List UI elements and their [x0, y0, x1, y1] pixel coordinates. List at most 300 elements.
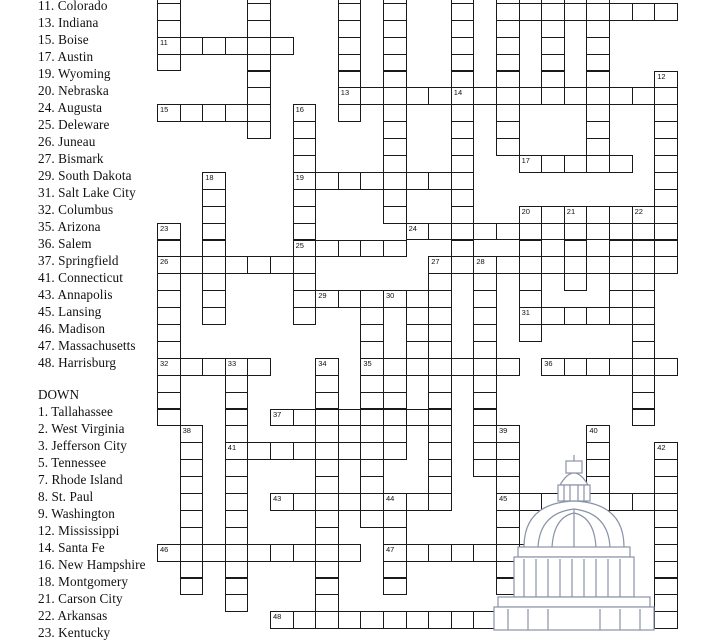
crossword-cell[interactable]	[383, 240, 407, 258]
crossword-cell[interactable]	[564, 223, 588, 241]
crossword-cell[interactable]	[360, 409, 384, 427]
crossword-cell[interactable]	[541, 358, 565, 376]
crossword-cell[interactable]	[473, 307, 497, 325]
crossword-cell[interactable]	[338, 87, 362, 105]
crossword-cell[interactable]	[428, 409, 452, 427]
crossword-cell[interactable]	[383, 172, 407, 190]
crossword-cell[interactable]	[586, 20, 610, 38]
crossword-cell[interactable]	[406, 409, 430, 427]
crossword-cell[interactable]	[473, 324, 497, 342]
crossword-cell[interactable]	[541, 20, 565, 38]
crossword-cell[interactable]	[383, 358, 407, 376]
crossword-cell[interactable]	[632, 409, 656, 427]
crossword-cell[interactable]	[293, 544, 317, 562]
crossword-cell[interactable]	[383, 442, 407, 460]
crossword-cell[interactable]	[496, 442, 520, 460]
crossword-cell[interactable]	[225, 544, 249, 562]
crossword-cell[interactable]	[654, 155, 678, 173]
crossword-cell[interactable]	[654, 493, 678, 511]
crossword-cell[interactable]	[609, 206, 633, 224]
crossword-cell[interactable]	[180, 493, 204, 511]
crossword-cell[interactable]	[383, 290, 407, 308]
crossword-cell[interactable]	[157, 544, 181, 562]
crossword-cell[interactable]	[157, 290, 181, 308]
crossword-cell[interactable]	[632, 206, 656, 224]
crossword-cell[interactable]	[654, 358, 678, 376]
crossword-cell[interactable]	[654, 240, 678, 258]
crossword-cell[interactable]	[586, 138, 610, 156]
crossword-cell[interactable]	[654, 561, 678, 579]
crossword-cell[interactable]	[496, 20, 520, 38]
crossword-cell[interactable]	[157, 37, 181, 55]
crossword-cell[interactable]	[315, 578, 339, 596]
crossword-cell[interactable]	[586, 3, 610, 21]
crossword-cell[interactable]	[451, 544, 475, 562]
crossword-cell[interactable]	[428, 223, 452, 241]
crossword-cell[interactable]	[451, 358, 475, 376]
crossword-cell[interactable]	[247, 37, 271, 55]
crossword-cell[interactable]	[383, 189, 407, 207]
crossword-cell[interactable]	[654, 256, 678, 274]
crossword-cell[interactable]	[496, 71, 520, 89]
crossword-cell[interactable]	[202, 172, 226, 190]
crossword-cell[interactable]	[157, 392, 181, 410]
crossword-cell[interactable]	[315, 510, 339, 528]
crossword-cell[interactable]	[586, 527, 610, 545]
crossword-cell[interactable]	[451, 104, 475, 122]
crossword-cell[interactable]	[586, 544, 610, 562]
crossword-cell[interactable]	[338, 172, 362, 190]
crossword-cell[interactable]	[541, 611, 565, 629]
crossword-cell[interactable]	[406, 611, 430, 629]
crossword-cell[interactable]	[654, 544, 678, 562]
crossword-cell[interactable]	[225, 256, 249, 274]
crossword-cell[interactable]	[270, 544, 294, 562]
crossword-cell[interactable]	[519, 611, 543, 629]
crossword-cell[interactable]	[564, 307, 588, 325]
crossword-cell[interactable]	[360, 290, 384, 308]
crossword-cell[interactable]	[586, 510, 610, 528]
crossword-cell[interactable]	[541, 206, 565, 224]
crossword-cell[interactable]	[406, 544, 430, 562]
crossword-cell[interactable]	[157, 54, 181, 72]
crossword-cell[interactable]	[157, 20, 181, 38]
crossword-cell[interactable]	[225, 476, 249, 494]
crossword-cell[interactable]	[496, 425, 520, 443]
crossword-cell[interactable]	[654, 172, 678, 190]
crossword-cell[interactable]	[564, 273, 588, 291]
crossword-cell[interactable]	[654, 3, 678, 21]
crossword-cell[interactable]	[609, 256, 633, 274]
crossword-cell[interactable]	[473, 87, 497, 105]
crossword-cell[interactable]	[451, 54, 475, 72]
crossword-cell[interactable]	[293, 155, 317, 173]
crossword-cell[interactable]	[654, 442, 678, 460]
crossword-cell[interactable]	[293, 493, 317, 511]
crossword-cell[interactable]	[293, 273, 317, 291]
crossword-cell[interactable]	[519, 155, 543, 173]
crossword-cell[interactable]	[496, 121, 520, 139]
crossword-cell[interactable]	[632, 290, 656, 308]
crossword-cell[interactable]	[586, 493, 610, 511]
crossword-cell[interactable]	[225, 358, 249, 376]
crossword-cell[interactable]	[428, 476, 452, 494]
crossword-cell[interactable]	[586, 87, 610, 105]
crossword-cell[interactable]	[428, 425, 452, 443]
crossword-cell[interactable]	[157, 240, 181, 258]
crossword-cell[interactable]	[609, 87, 633, 105]
crossword-cell[interactable]	[406, 87, 430, 105]
crossword-cell[interactable]	[541, 71, 565, 89]
crossword-cell[interactable]	[225, 409, 249, 427]
crossword-cell[interactable]	[225, 510, 249, 528]
crossword-cell[interactable]	[180, 561, 204, 579]
crossword-cell[interactable]	[225, 527, 249, 545]
crossword-cell[interactable]	[270, 442, 294, 460]
crossword-cell[interactable]	[225, 392, 249, 410]
crossword-cell[interactable]	[315, 240, 339, 258]
crossword-cell[interactable]	[180, 476, 204, 494]
crossword-cell[interactable]	[428, 544, 452, 562]
crossword-cell[interactable]	[609, 155, 633, 173]
crossword-cell[interactable]	[541, 54, 565, 72]
crossword-cell[interactable]	[428, 324, 452, 342]
crossword-cell[interactable]	[586, 223, 610, 241]
crossword-cell[interactable]	[519, 240, 543, 258]
crossword-cell[interactable]	[360, 324, 384, 342]
crossword-cell[interactable]	[451, 223, 475, 241]
crossword-cell[interactable]	[428, 87, 452, 105]
crossword-cell[interactable]	[451, 138, 475, 156]
crossword-cell[interactable]	[360, 341, 384, 359]
crossword-cell[interactable]	[519, 3, 543, 21]
crossword-cell[interactable]	[180, 459, 204, 477]
crossword-cell[interactable]	[157, 104, 181, 122]
crossword-cell[interactable]	[496, 3, 520, 21]
crossword-cell[interactable]	[383, 561, 407, 579]
crossword-cell[interactable]	[383, 87, 407, 105]
crossword-cell[interactable]	[157, 307, 181, 325]
crossword-cell[interactable]	[383, 20, 407, 38]
crossword-cell[interactable]	[473, 442, 497, 460]
crossword-cell[interactable]	[180, 256, 204, 274]
crossword-cell[interactable]	[406, 493, 430, 511]
crossword-cell[interactable]	[406, 358, 430, 376]
crossword-cell[interactable]	[157, 358, 181, 376]
crossword-cell[interactable]	[473, 392, 497, 410]
crossword-cell[interactable]	[315, 459, 339, 477]
crossword-cell[interactable]	[496, 510, 520, 528]
crossword-cell[interactable]	[180, 442, 204, 460]
crossword-cell[interactable]	[225, 104, 249, 122]
crossword-cell[interactable]	[247, 358, 271, 376]
crossword-cell[interactable]	[293, 290, 317, 308]
crossword-cell[interactable]	[383, 37, 407, 55]
crossword-cell[interactable]	[157, 256, 181, 274]
crossword-cell[interactable]	[609, 307, 633, 325]
crossword-cell[interactable]	[225, 493, 249, 511]
crossword-cell[interactable]	[428, 392, 452, 410]
crossword-cell[interactable]	[247, 3, 271, 21]
crossword-cell[interactable]	[654, 206, 678, 224]
crossword-cell[interactable]	[632, 256, 656, 274]
crossword-cell[interactable]	[496, 104, 520, 122]
crossword-cell[interactable]	[315, 409, 339, 427]
crossword-cell[interactable]	[383, 375, 407, 393]
crossword-cell[interactable]	[564, 358, 588, 376]
crossword-cell[interactable]	[496, 459, 520, 477]
crossword-cell[interactable]	[428, 290, 452, 308]
crossword-cell[interactable]	[315, 425, 339, 443]
crossword-cell[interactable]	[383, 409, 407, 427]
crossword-cell[interactable]	[473, 223, 497, 241]
crossword-cell[interactable]	[586, 104, 610, 122]
crossword-cell[interactable]	[609, 3, 633, 21]
crossword-cell[interactable]	[428, 493, 452, 511]
crossword-cell[interactable]	[157, 375, 181, 393]
crossword-cell[interactable]	[383, 544, 407, 562]
crossword-cell[interactable]	[451, 3, 475, 21]
crossword-cell[interactable]	[519, 206, 543, 224]
crossword-cell[interactable]	[202, 37, 226, 55]
crossword-cell[interactable]	[473, 459, 497, 477]
crossword-cell[interactable]	[360, 392, 384, 410]
crossword-cell[interactable]	[293, 409, 317, 427]
crossword-cell[interactable]	[519, 307, 543, 325]
crossword-cell[interactable]	[202, 358, 226, 376]
crossword-cell[interactable]	[564, 3, 588, 21]
crossword-cell[interactable]	[586, 561, 610, 579]
crossword-cell[interactable]	[496, 561, 520, 579]
crossword-cell[interactable]	[564, 155, 588, 173]
crossword-cell[interactable]	[225, 578, 249, 596]
crossword-cell[interactable]	[247, 104, 271, 122]
crossword-cell[interactable]	[654, 223, 678, 241]
crossword-cell[interactable]	[451, 20, 475, 38]
crossword-cell[interactable]	[473, 273, 497, 291]
crossword-cell[interactable]	[519, 256, 543, 274]
crossword-cell[interactable]	[360, 442, 384, 460]
crossword-cell[interactable]	[428, 172, 452, 190]
crossword-cell[interactable]	[541, 544, 565, 562]
crossword-cell[interactable]	[338, 290, 362, 308]
crossword-cell[interactable]	[451, 155, 475, 173]
crossword-cell[interactable]	[519, 544, 543, 562]
crossword-cell[interactable]	[654, 459, 678, 477]
crossword-cell[interactable]	[496, 578, 520, 596]
crossword-cell[interactable]	[338, 37, 362, 55]
crossword-cell[interactable]	[473, 341, 497, 359]
crossword-cell[interactable]	[315, 358, 339, 376]
crossword-cell[interactable]	[428, 256, 452, 274]
crossword-cell[interactable]	[654, 594, 678, 612]
crossword-cell[interactable]	[293, 206, 317, 224]
crossword-cell[interactable]	[632, 493, 656, 511]
crossword-cell[interactable]	[451, 172, 475, 190]
crossword-cell[interactable]	[496, 37, 520, 55]
crossword-cell[interactable]	[338, 240, 362, 258]
crossword-cell[interactable]	[451, 206, 475, 224]
crossword-cell[interactable]	[157, 273, 181, 291]
crossword-cell[interactable]	[360, 87, 384, 105]
crossword-cell[interactable]	[225, 442, 249, 460]
crossword-cell[interactable]	[496, 0, 520, 4]
crossword-cell[interactable]	[541, 493, 565, 511]
crossword-cell[interactable]	[473, 358, 497, 376]
crossword-cell[interactable]	[338, 544, 362, 562]
crossword-cell[interactable]	[473, 409, 497, 427]
crossword-cell[interactable]	[428, 341, 452, 359]
crossword-cell[interactable]	[406, 341, 430, 359]
crossword-cell[interactable]	[496, 223, 520, 241]
crossword-cell[interactable]	[202, 273, 226, 291]
crossword-cell[interactable]	[293, 611, 317, 629]
crossword-cell[interactable]	[586, 256, 610, 274]
crossword-cell[interactable]	[451, 121, 475, 139]
crossword-cell[interactable]	[496, 493, 520, 511]
crossword-cell[interactable]	[315, 290, 339, 308]
crossword-cell[interactable]	[293, 121, 317, 139]
crossword-cell[interactable]	[473, 425, 497, 443]
crossword-cell[interactable]	[632, 392, 656, 410]
crossword-cell[interactable]	[654, 138, 678, 156]
crossword-cell[interactable]	[338, 20, 362, 38]
crossword-cell[interactable]	[586, 459, 610, 477]
crossword-cell[interactable]	[541, 578, 565, 596]
crossword-cell[interactable]	[586, 71, 610, 89]
crossword-cell[interactable]	[564, 206, 588, 224]
crossword-cell[interactable]	[202, 189, 226, 207]
crossword-cell[interactable]	[496, 358, 520, 376]
crossword-cell[interactable]	[609, 223, 633, 241]
crossword-cell[interactable]	[270, 37, 294, 55]
crossword-cell[interactable]	[519, 87, 543, 105]
crossword-cell[interactable]	[338, 3, 362, 21]
crossword-cell[interactable]	[270, 493, 294, 511]
crossword-cell[interactable]	[383, 71, 407, 89]
crossword-cell[interactable]	[451, 189, 475, 207]
crossword-cell[interactable]	[247, 54, 271, 72]
crossword-cell[interactable]	[225, 594, 249, 612]
crossword-cell[interactable]	[496, 54, 520, 72]
crossword-cell[interactable]	[609, 273, 633, 291]
crossword-cell[interactable]	[293, 138, 317, 156]
crossword-cell[interactable]	[564, 240, 588, 258]
crossword-cell[interactable]	[406, 324, 430, 342]
crossword-cell[interactable]	[654, 71, 678, 89]
crossword-cell[interactable]	[383, 155, 407, 173]
crossword-cell[interactable]	[586, 442, 610, 460]
crossword-cell[interactable]	[496, 138, 520, 156]
crossword-cell[interactable]	[541, 0, 565, 4]
crossword-cell[interactable]	[247, 71, 271, 89]
crossword-cell[interactable]	[632, 87, 656, 105]
crossword-cell[interactable]	[383, 510, 407, 528]
crossword-cell[interactable]	[473, 611, 497, 629]
crossword-cell[interactable]	[541, 3, 565, 21]
crossword-cell[interactable]	[360, 425, 384, 443]
crossword-cell[interactable]	[496, 476, 520, 494]
crossword-cell[interactable]	[293, 223, 317, 241]
crossword-cell[interactable]	[202, 307, 226, 325]
crossword-cell[interactable]	[406, 172, 430, 190]
crossword-cell[interactable]	[383, 392, 407, 410]
crossword-cell[interactable]	[270, 256, 294, 274]
crossword-cell[interactable]	[586, 54, 610, 72]
crossword-cell[interactable]	[157, 409, 181, 427]
crossword-cell[interactable]	[180, 510, 204, 528]
crossword-cell[interactable]	[564, 493, 588, 511]
crossword-cell[interactable]	[225, 37, 249, 55]
crossword-cell[interactable]	[586, 0, 610, 4]
crossword-cell[interactable]	[247, 442, 271, 460]
crossword-cell[interactable]	[519, 223, 543, 241]
crossword-cell[interactable]	[541, 594, 565, 612]
crossword-cell[interactable]	[586, 121, 610, 139]
crossword-cell[interactable]	[496, 256, 520, 274]
crossword-cell[interactable]	[564, 256, 588, 274]
crossword-cell[interactable]	[473, 256, 497, 274]
crossword-cell[interactable]	[202, 104, 226, 122]
crossword-cell[interactable]	[473, 375, 497, 393]
crossword-cell[interactable]	[541, 307, 565, 325]
crossword-cell[interactable]	[406, 307, 430, 325]
crossword-cell[interactable]	[270, 409, 294, 427]
crossword-cell[interactable]	[541, 561, 565, 579]
crossword-cell[interactable]	[180, 104, 204, 122]
crossword-cell[interactable]	[180, 578, 204, 596]
crossword-cell[interactable]	[315, 594, 339, 612]
crossword-cell[interactable]	[315, 527, 339, 545]
crossword-cell[interactable]	[586, 155, 610, 173]
crossword-cell[interactable]	[315, 611, 339, 629]
crossword-cell[interactable]	[654, 104, 678, 122]
crossword-cell[interactable]	[428, 307, 452, 325]
crossword-cell[interactable]	[360, 493, 384, 511]
crossword-cell[interactable]	[383, 611, 407, 629]
crossword-cell[interactable]	[360, 375, 384, 393]
crossword-cell[interactable]	[315, 375, 339, 393]
crossword-cell[interactable]	[293, 240, 317, 258]
crossword-cell[interactable]	[338, 611, 362, 629]
crossword-cell[interactable]	[270, 611, 294, 629]
crossword-cell[interactable]	[451, 240, 475, 258]
crossword-cell[interactable]	[541, 37, 565, 55]
crossword-cell[interactable]	[202, 256, 226, 274]
crossword-cell[interactable]	[632, 240, 656, 258]
crossword-cell[interactable]	[180, 358, 204, 376]
crossword-cell[interactable]	[451, 611, 475, 629]
crossword-cell[interactable]	[632, 341, 656, 359]
crossword-cell[interactable]	[247, 256, 271, 274]
crossword-cell[interactable]	[338, 54, 362, 72]
crossword-cell[interactable]	[383, 493, 407, 511]
crossword-cell[interactable]	[360, 307, 384, 325]
crossword-cell[interactable]	[586, 206, 610, 224]
crossword-cell[interactable]	[586, 37, 610, 55]
crossword-cell[interactable]	[654, 611, 678, 629]
crossword-cell[interactable]	[383, 104, 407, 122]
crossword-cell[interactable]	[541, 223, 565, 241]
crossword-cell[interactable]	[315, 544, 339, 562]
crossword-cell[interactable]	[293, 172, 317, 190]
crossword-cell[interactable]	[383, 121, 407, 139]
crossword-cell[interactable]	[202, 544, 226, 562]
crossword-cell[interactable]	[338, 71, 362, 89]
crossword-cell[interactable]	[496, 544, 520, 562]
crossword-cell[interactable]	[247, 544, 271, 562]
crossword-cell[interactable]	[383, 138, 407, 156]
